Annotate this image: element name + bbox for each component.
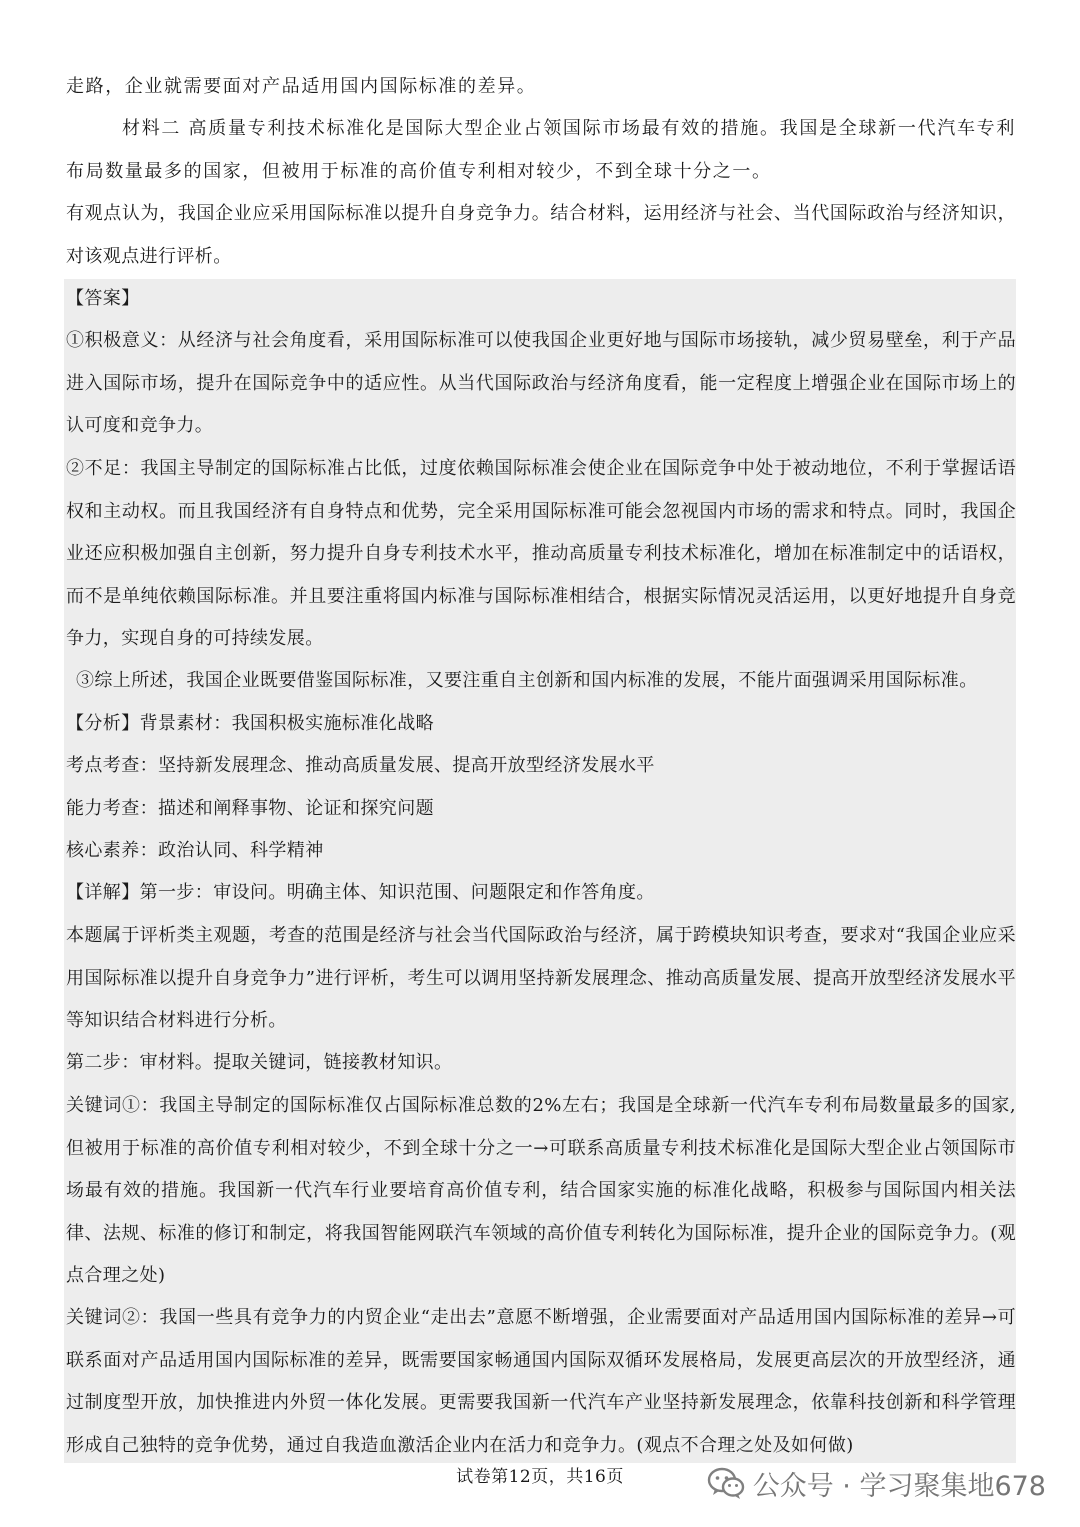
detail-step-1-body: 本题属于评析类主观题，考查的范围是经济与社会当代国际政治与经济，属于跨模块知识考查，要求对“我国企业应采用国际标准以提升自身竞争力”进行评析，考生可以调用坚持新发展理念、推动高质量发展、提高开放型经济发展水平等知识结合材料进行分析。 [66,925,1016,1031]
detail-keyword-2: 关键词②：我国一些具有竞争力的内贸企业“走出去”意愿不断增强，企业需要面对产品适用国内国际标准的差异→可联系面对产品适用国内国际标准的差异，既需要国家畅通国内国际双循环发展格局，发展更高层次的开放型经济，通过制度型开放，加快推进内外贸一体化发展。更需要我国新一代汽车产业坚持新发展理念，依靠科技创新和科学管理形成自己独特的竞争优势，通过自我造血激活企业内在活力和竞争力。(观点不合理之处及如何做) [66,1307,1016,1456]
detail-step-2: 第二步：审材料。提取关键词，链接教材知识。 [66,1052,453,1073]
detail-step-1: 【详解】第一步：审设问。明确主体、知识范围、问题限定和作答角度。 [66,882,655,903]
detail-keyword-1: 关键词①：我国主导制定的国际标准仅占国际标准总数的2%左右；我国是全球新一代汽车专利布局数量最多的国家,但被用于标准的高价值专利相对较少，不到全球十分之一→可联系高质量专利技术标准化是国际大型企业占领国际市场最有效的措施。我国新一代汽车行业要培育高价值专利，结合国家实施的标准化战略，积极参与国际国内相关法律、法规、标准的修订和制定，将我国智能网联汽车领域的高价值专利转化为国际标准，提升企业的国际竞争力。(观点合理之处) [66,1095,1016,1286]
answer-point-2: ②不足：我国主导制定的国际标准占比低，过度依赖国际标准会使企业在国际竞争中处于被动地位，不利于掌握话语权和主动权。而且我国经济有自身特点和优势，完全采用国际标准可能会忽视国内市场的需求和特点。同时，我国企业还应积极加强自主创新，努力提升自身专利技术水平，推动高质量专利技术标准化，增加在标准制定中的话语权，而不是单纯依赖国际标准。并且要注重将国内标准与国际标准相结合，根据实际情况灵活运用，以更好地提升自身竞争力，实现自身的可持续发展。 [66,458,1016,649]
analysis-ability: 能力考查：描述和阐释事物、论证和探究问题 [66,798,434,819]
answer-point-1: ①积极意义：从经济与社会角度看，采用国际标准可以使我国企业更好地与国际市场接轨，减少贸易壁垒，利于产品进入国际市场，提升在国际竞争中的适应性。从当代国际政治与经济角度看，能一定程度上增强企业在国际市场上的认可度和竞争力。 [66,330,1016,436]
answer-point-3: ③综上所述，我国企业既要借鉴国际标准，又要注重自主创新和国内标准的发展，不能片面强调采用国际标准。 [76,670,978,691]
material-two: 材料二 高质量专利技术标准化是国际大型企业占领国际市场最有效的措施。我国是全球新一代汽车专利布局数量最多的国家，但被用于标准的高价值专利相对较少，不到全球十分之一。 [66,118,1016,182]
wechat-icon [707,1466,745,1500]
answer-heading: 【答案】 [66,288,140,309]
watermark-text: 公众号 · 学习聚集地678 [752,1470,1046,1502]
watermark [707,1463,1046,1503]
question-continued-line: 走路，企业就需要面对产品适用国内国际标准的差异。 [66,76,537,97]
analysis-exam-points: 考点考查：坚持新发展理念、推动高质量发展、提高开放型经济发展水平 [66,755,655,776]
analysis-background: 【分析】背景素材：我国积极实施标准化战略 [66,713,434,734]
analysis-literacy: 核心素养：政治认同、科学精神 [66,840,324,861]
question-prompt: 有观点认为，我国企业应采用国际标准以提升自身竞争力。结合材料，运用经济与社会、当代国际政治与经济知识，对该观点进行评析。 [66,203,1016,267]
page-footer: 试卷第12页，共16页 [456,1467,624,1487]
